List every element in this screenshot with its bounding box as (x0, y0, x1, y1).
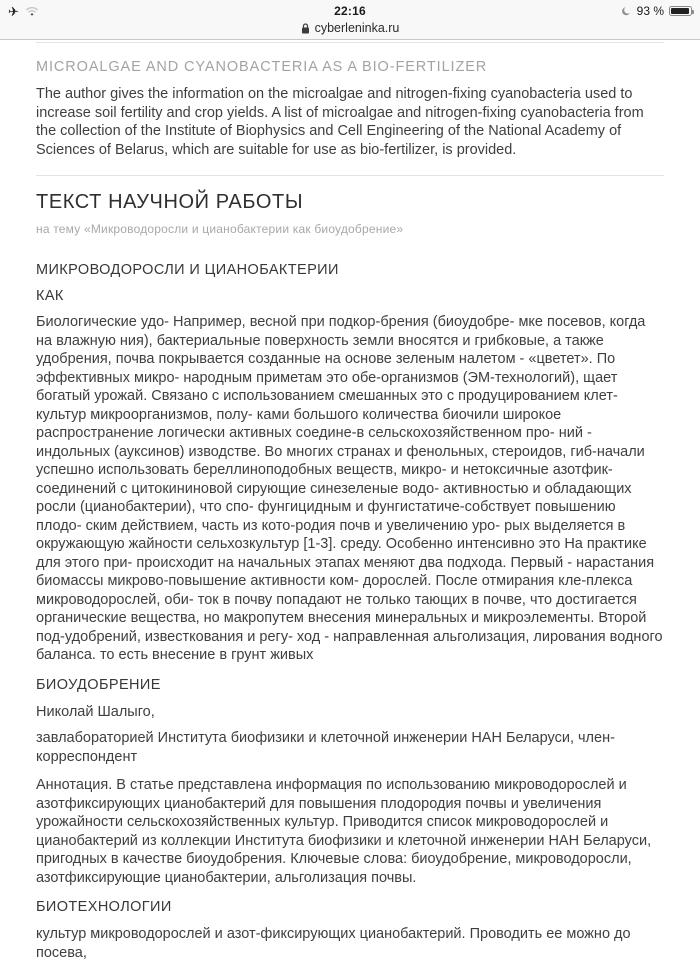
do-not-disturb-moon-icon (621, 6, 632, 17)
last-paragraph: культур микроводорослей и азот-фиксирующих цианобактерий. Проводить ее можно до посева, (36, 926, 631, 961)
battery-icon (669, 6, 692, 16)
status-right (532, 4, 692, 18)
english-title: MICROALGAE AND CYANOBACTERIA AS A BIO-FERTILIZER (36, 59, 488, 75)
author-title: завлабораторией Института биофизики и клеточной инженерии НАН Беларуси, член-корреспондент (36, 730, 615, 765)
status-bar (0, 2, 700, 20)
status-left (8, 5, 168, 18)
english-abstract: The author gives the information on the microalgae and nitrogen-fixing cyanobacteria used to increase soil fertility and crop yields. A list of microalgae and nitrogen-fixing cyanobacteria from the collection of the Institute of Biophysics and Cell Engineering of the National Academy of Sciences of Belarus, which are suitable for use as bio-fertilizer, is provided. (36, 86, 644, 158)
wifi-icon (25, 6, 39, 17)
main-body-paragraph: Биологические удо- Например, весной при подкор-брения (биоудобре- мке посевов, когда на влажную ния), бактериальные поверхность земли вносятся и грибковые, а также удобрения, почва покрывается созданные на основе зеленым налетом - «цветет». По эффективных микро- народным приметам это обе-организмов (ЭМ-технологий), щает богатый урожай. Связано с использованием смешанных это с продуцированием клет-культур микроорганизмов, полу- ками большого количества биочили широкое распространение логически активных соедине-в сельскохозяйственном про- ний - индольных (ауксинов) изводстве. Во многих странах и фенольных, стероидов, гиб-начали успешно использовать береллиноподобных веществ, микро- и нетоксичные азотфик- соединений с цитокининовой сирующие синезеленые водо- активностью и обладающих росли (цианобактерии), что спо- фунгицидным и фунгистатиче-собствует повышению плодо- ским действием, часть из кото-родия почв и увеличению уро- рых выделяется в окружающую жайности сельхозкультур [1-3]. среду. Особенно интенсивно это На практике для этого при- происходит на начальных этапах меняют два подхода. Первый - нарастания биомассы микрово-повышение активности ком- дорослей. После отмирания кле-плекса микроводорослей, оби- ток в почву попадают не только тающих в почве, что достигается органические вещества, но макропутем внесения минеральных и микроэлементы. Второй под-удобрений, известкования и регу- ход - направленная альголизация, лирования водного баланса. то есть внесение в грунт живых (36, 314, 663, 663)
work-text-heading: ТЕКСТ НАУЧНОЙ РАБОТЫ (36, 191, 304, 213)
author-name: Николай Шалыго, (36, 703, 155, 720)
airplane-mode-icon: ✈ (8, 3, 19, 19)
annotation-paragraph: Аннотация. В статье представлена информация по использованию микроводорослей и азотфиксирующих цианобактерий для повышения плодородия почвы и увеличения урожайности сельскохозяйственных культур. Приводится список микроводорослей и цианобактерий из коллекции Института биофизики и клеточной инженерии НАН Беларуси, пригодных в качестве биоудобрения. Ключевые слова: биоудобрение, микроводоросли, азотфиксирующие цианобактерии, альголизация почвы. (36, 777, 652, 886)
section-heading-biofertilizer: БИОУДОБРЕНИЕ (36, 676, 161, 693)
section-heading-kak: КАК (36, 288, 64, 304)
battery-percent: 93 % (636, 4, 664, 18)
section-heading-microalgae: МИКРОВОДОРОСЛИ И ЦИАНОБАКТЕРИИ (36, 262, 339, 278)
section-divider (36, 175, 664, 176)
browser-chrome (0, 0, 700, 40)
web-content[interactable] (0, 42, 700, 962)
url-domain: cyberleninka.ru (314, 21, 400, 35)
lock-icon (301, 23, 310, 34)
work-text-subtitle: на тему «Микроводоросли и цианобактерии как биоудобрение» (36, 222, 404, 236)
address-bar[interactable] (0, 20, 700, 39)
status-time: 22:16 (334, 4, 366, 18)
section-heading-biotech: БИОТЕХНОЛОГИИ (36, 899, 172, 915)
section-divider (36, 42, 664, 43)
